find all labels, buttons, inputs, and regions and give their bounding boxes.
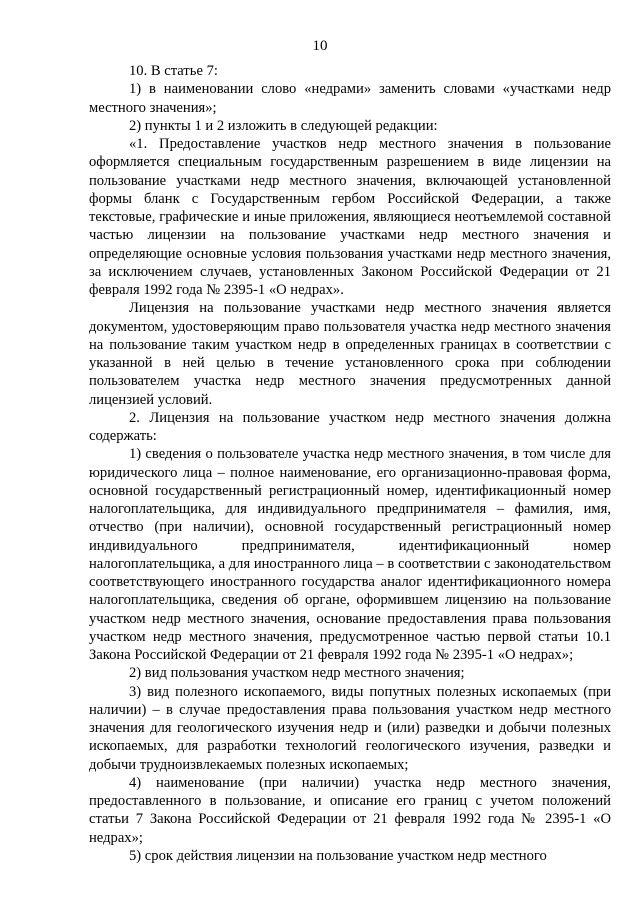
paragraph-subitem-4-plot-name: 4) наименование (при наличии) участка недр местного значения, предоставленного в пользование, и описание его границ с учетом положений статьи 7 Закона Российской Федерации от 21 февраля 1992 года № 2395-1 «О недрах»;: [89, 774, 611, 846]
paragraph-point-1-license-definition: «1. Предоставление участков недр местного значения в пользование оформляется специальным государственным разрешением в виде лицензии на пользование участками недр местного значения, включающей установленной формы бланк с Государственным гербом Российской Федерации, а также текстовые, графические и иные приложения, являющиеся неотъемлемой составной частью лицензии на пользование участками недр местного значения и определяющие основные условия пользования участками недр местного значения, за исключением случаев, установленных Законом Российской Федерации от 21 февраля 1992 года № 2395-1 «О недрах».: [89, 136, 611, 298]
paragraph-point-2-license-contents: 2. Лицензия на пользование участком недр местного значения должна содержать:: [89, 409, 611, 444]
paragraph-subitem-5-license-term: 5) срок действия лицензии на пользование участком недр местного: [129, 847, 547, 864]
paragraph-article-7-heading: 10. В статье 7:: [129, 63, 218, 79]
paragraph-item-2-new-wording: 2) пункты 1 и 2 изложить в следующей редакции:: [129, 117, 438, 134]
paragraph-subitem-3-mineral-type: 3) вид полезного ископаемого, виды попутных полезных ископаемых (при наличии) – в случае предоставления права пользования участком недр местного значения для геологического изучения недр и (или) разведки и добычи полезных ископаемых, для разработки технологий геологического изучения, разведки и добычи трудноизвлекаемых полезных ископаемых;: [89, 683, 611, 773]
document-body: [89, 62, 611, 865]
paragraph-license-document: Лицензия на пользование участками недр местного значения является документом, удостоверяющим право пользователя участка недр местного значения на пользование таким участком недр в определенных границах в соответствии с указанной в ней целью в течение установленного срока при соблюдении пользователем участка недр местного значения предусмотренных данной лицензией условий.: [89, 300, 611, 408]
paragraph-subitem-2-use-type: 2) вид пользования участком недр местного значения;: [129, 665, 465, 682]
paragraph-item-1-title-change: 1) в наименовании слово «недрами» заменить словами «участками недр местного значения»;: [89, 81, 611, 116]
page-number: 10: [312, 38, 328, 54]
paragraph-subitem-1-user-info: 1) сведения о пользователе участка недр местного значения, в том числе для юридического лица – полное наименование, его организационно-правовая форма, основной государственный регистрационный номер, идентификационный номер налогоплательщика, для индивидуального предпринимателя – фамилия, имя, отчество (при наличии), основной государственный регистрационный номер индивидуального предпринимателя, идентификационный номер налогоплательщика, а для иностранного лица – в соответствии с законодательством соответствующего иностранного государства аналог идентификационного номера налогоплательщика, сведения об органе, оформившем лицензию на пользование участком недр местного значения, основание предоставления права пользования участком недр местного значения, предусмотренное частью первой статьи 10.1 Закона Российской Федерации от 21 февраля 1992 года № 2395-1 «О недрах»;: [89, 446, 611, 663]
